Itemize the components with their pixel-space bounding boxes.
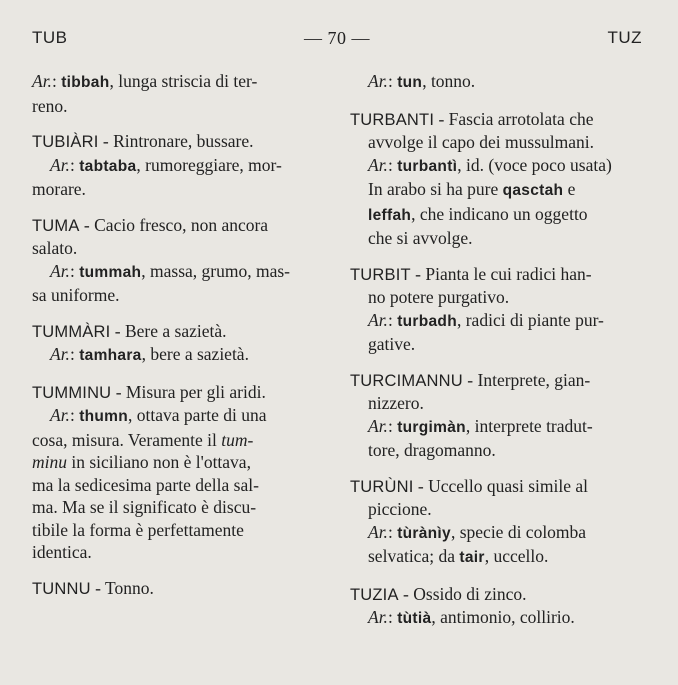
headword: TURBIT	[350, 265, 411, 284]
arabic-label: Ar.	[368, 521, 388, 542]
entry-line	[32, 474, 328, 497]
definition-text: :	[69, 405, 80, 425]
definition-text: e	[563, 179, 576, 199]
arabic-label: Ar.	[368, 415, 388, 436]
entry-line	[350, 545, 644, 570]
entry-line	[32, 95, 328, 118]
entry-line	[350, 392, 644, 415]
dictionary-entry	[32, 381, 328, 564]
entry-line	[32, 404, 328, 429]
definition-text: cosa, misura. Veramente il	[32, 429, 222, 450]
headword: TURCIMANNU	[350, 371, 463, 390]
headword: TUMMÀRI	[32, 322, 111, 341]
entry-line	[350, 333, 644, 356]
definition-text: nizzero.	[368, 393, 424, 413]
entry-line	[32, 178, 328, 201]
entry-line	[32, 154, 328, 179]
definition-text: tore, dragomanno.	[368, 440, 496, 460]
entry-line	[32, 284, 328, 307]
definition-text: :	[69, 154, 80, 175]
entry-line	[32, 381, 328, 405]
definition-text: no potere purgativo.	[368, 287, 510, 307]
definition-text: - Uccello quasi simile al	[413, 475, 588, 496]
entry-line	[350, 521, 644, 546]
entry-line	[350, 70, 644, 95]
entry-line	[350, 286, 644, 309]
definition-text: , uccello.	[484, 546, 549, 566]
dictionary-entry	[350, 70, 644, 95]
headword: TUMA	[32, 216, 80, 235]
arabic-word: turbantì	[397, 157, 458, 175]
arabic-word: turbadh	[397, 312, 457, 330]
arabic-label: Ar.	[368, 154, 388, 175]
arabic-word: tùrànìy	[397, 524, 451, 542]
definition-text: che si avvolge.	[368, 228, 473, 248]
right-column	[350, 70, 644, 644]
definition-text: :	[387, 309, 398, 330]
definition-text: In arabo si ha pure	[368, 179, 503, 199]
page-number: — 70 —	[304, 28, 370, 48]
definition-text: , ottava parte di una	[128, 405, 267, 425]
arabic-word: tair	[459, 549, 485, 566]
dictionary-entry	[32, 70, 328, 117]
entry-line	[32, 577, 328, 601]
entry-line	[350, 154, 644, 179]
definition-text: :	[69, 344, 80, 364]
definition-text: :	[387, 71, 398, 91]
dictionary-entry	[32, 130, 328, 201]
entry-line	[32, 451, 328, 474]
definition-text: :	[51, 71, 62, 91]
header-left-guideword: TUB	[32, 28, 68, 47]
definition-text: - Fascia arrotolata che	[434, 108, 594, 129]
arabic-label: Ar.	[50, 260, 70, 281]
entry-line	[32, 260, 328, 285]
definition-text: sa uniforme.	[32, 285, 120, 305]
entry-line	[32, 541, 328, 564]
entry-line	[32, 496, 328, 519]
italic-term: tum-	[221, 429, 254, 450]
definition-text: reno.	[32, 95, 68, 116]
headword: TURÙNI	[350, 477, 414, 496]
definition-text: , radici di piante pur-	[456, 309, 604, 330]
definition-text: :	[387, 154, 398, 175]
arabic-label: Ar.	[368, 309, 388, 330]
headword: TUNNU	[32, 579, 91, 598]
arabic-word: thumn	[79, 408, 129, 425]
definition-text: piccione.	[368, 499, 432, 519]
definition-text: , massa, grumo, mas-	[141, 260, 291, 281]
arabic-word: tummah	[79, 263, 142, 281]
arabic-word: qasctah	[502, 182, 564, 199]
dictionary-entry	[350, 108, 644, 250]
entry-line	[350, 131, 644, 154]
italic-term: minu	[32, 452, 67, 472]
arabic-word: tibbah	[61, 74, 110, 91]
entry-line	[350, 178, 644, 203]
headword: TUBIÀRI	[32, 133, 99, 151]
dictionary-entry	[32, 577, 328, 601]
arabic-label: Ar.	[50, 344, 70, 364]
entry-line	[350, 439, 644, 462]
dictionary-entry	[350, 583, 644, 631]
definition-text: , bere a sazietà.	[141, 344, 249, 364]
definition-text: ma la sedicesima parte della sal-	[32, 474, 259, 495]
definition-text: - Rintronare, bussare.	[98, 131, 254, 151]
entry-line	[32, 237, 328, 260]
arabic-label: Ar.	[50, 405, 70, 425]
definition-text: , che indicano un oggetto	[411, 203, 588, 224]
definition-text: - Pianta le cui radici han-	[410, 263, 592, 284]
entry-line	[350, 583, 644, 607]
definition-text: :	[387, 521, 398, 542]
arabic-label: Ar.	[368, 607, 388, 627]
headword: TUZIA	[350, 585, 399, 604]
entry-line	[32, 214, 328, 238]
entry-line	[350, 227, 644, 250]
entry-line	[32, 320, 328, 344]
arabic-word: turgimàn	[397, 418, 466, 436]
dictionary-entry	[350, 263, 644, 356]
entry-line	[350, 263, 644, 287]
arabic-label: Ar.	[368, 71, 388, 91]
entry-line	[350, 415, 644, 440]
arabic-label: Ar.	[32, 71, 52, 91]
entry-line	[350, 369, 644, 393]
definition-text: , rumoreggiare, mor-	[136, 154, 282, 175]
entry-line	[350, 498, 644, 521]
entry-line	[32, 519, 328, 542]
entry-line	[32, 343, 328, 368]
entry-line	[350, 475, 644, 499]
headword: TURBANTI	[350, 110, 435, 129]
arabic-word: leffah	[368, 206, 412, 224]
dictionary-entry	[350, 369, 644, 462]
dictionary-entry	[350, 475, 644, 570]
definition-text: - Tonno.	[90, 577, 154, 598]
entry-line	[350, 108, 644, 132]
definition-text: :	[69, 260, 80, 281]
left-column	[32, 70, 328, 613]
definition-text: - Ossido di zinco.	[398, 583, 527, 604]
arabic-word: tamhara	[79, 347, 142, 364]
definition-text: - Interprete, gian-	[462, 369, 591, 390]
definition-text: tibile la forma è perfettamente	[32, 519, 244, 540]
entry-line	[350, 606, 644, 631]
entry-line	[32, 130, 328, 154]
entry-line	[32, 429, 328, 452]
definition-text: , id. (voce poco usata)	[457, 154, 612, 175]
header-right-guideword: TUZ	[607, 28, 642, 47]
dictionary-entry	[32, 214, 328, 307]
definition-text: in siciliano non è l'ottava,	[67, 452, 251, 472]
entry-line	[32, 70, 328, 95]
arabic-word: tun	[397, 74, 423, 91]
definition-text: - Misura per gli aridi.	[111, 381, 266, 402]
definition-text: ma. Ma se il significato è discu-	[32, 497, 257, 517]
definition-text: salato.	[32, 238, 78, 258]
definition-text: , tonno.	[422, 71, 476, 91]
definition-text: , lunga striscia di ter-	[109, 71, 258, 91]
definition-text: , interprete tradut-	[465, 415, 593, 436]
definition-text: identica.	[32, 542, 92, 562]
definition-text: :	[387, 415, 398, 436]
arabic-word: tùtià	[397, 610, 432, 627]
entry-line	[350, 203, 644, 228]
running-head	[32, 28, 642, 52]
arabic-word: tabtaba	[79, 157, 137, 175]
definition-text: morare.	[32, 179, 86, 199]
dictionary-entry	[32, 320, 328, 368]
definition-text: , antimonio, collirio.	[431, 607, 575, 627]
definition-text: selvatica; da	[368, 546, 460, 566]
definition-text: :	[387, 607, 398, 627]
definition-text: avvolge il capo dei mussulmani.	[368, 132, 594, 152]
definition-text: , specie di colomba	[450, 521, 587, 542]
arabic-label: Ar.	[50, 154, 70, 175]
entry-line	[350, 309, 644, 334]
definition-text: - Bere a sazietà.	[110, 320, 227, 341]
headword: TUMMINU	[32, 383, 112, 402]
definition-text: - Cacio fresco, non ancora	[79, 214, 269, 235]
definition-text: gative.	[368, 334, 416, 354]
